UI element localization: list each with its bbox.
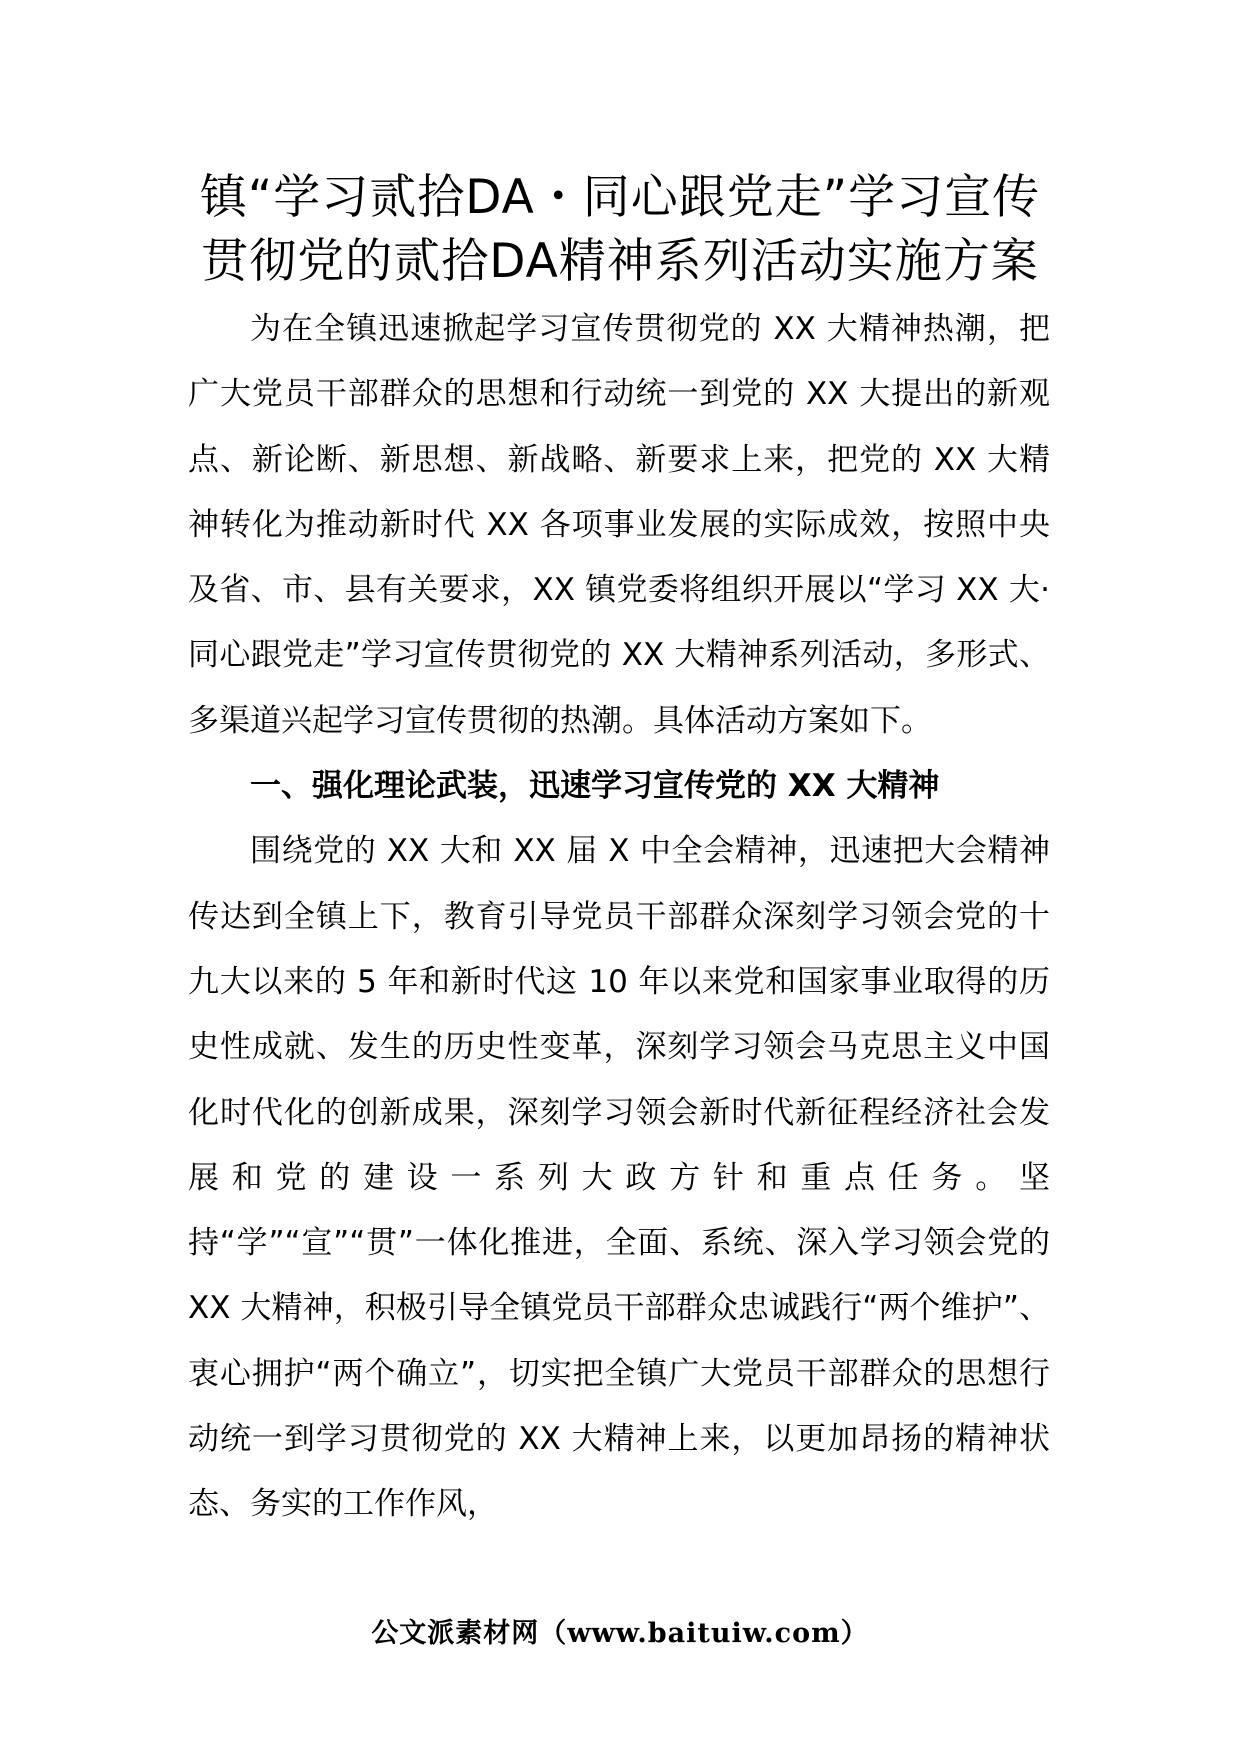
section-heading-1: 一、强化理论武装，迅速学习宣传党的 XX 大精神	[250, 768, 940, 805]
footer-source-text: 公文派素材网（www.baituiw.com）	[371, 1618, 869, 1649]
document-title-line-1: 镇“学习贰拾DA・同心跟党走”学习宣传	[199, 170, 1041, 225]
intro-paragraph: 为在全镇迅速掀起学习宣传贯彻党的 XX 大精神热潮，把广大党员干部群众的思想和行动统一到党的 XX 大提出的新观点、新论断、新思想、新战略、新要求上来，把党的 XX 大精神转化为推动新时代 XX 各项事业发展的实际成效，按照中央及省、市、县有关要求，XX 镇党委将组织开展以“学习 XX 大·同心跟党走”学习宣传贯彻党的 XX 大精神系列活动，多形式、多渠道兴起学习宣传贯彻的热潮。具体活动方案如下。	[188, 311, 1050, 739]
section-1-paragraph: 围绕党的 XX 大和 XX 届 X 中全会精神，迅速把大会精神传达到全镇上下，教育引导党员干部群众深刻学习领会党的十九大以来的 5 年和新时代这 10 年以来党和国家事业取得的历史性成就、发生的历史性变革，深刻学习领会马克思主义中国化时代化的创新成果，深刻学习领会新时代新征程经济社会发展和党的建设一系列大政方针和重点任务。坚持“学”“宣”“贯”一体化推进，全面、系统、深入学习领会党的 XX 大精神，积极引导全镇党员干部群众忠诚践行“两个维护”、衷心拥护“两个确立”，切实把全镇广大党员干部群众的思想行动统一到学习贯彻党的 XX 大精神上来，以更加昂扬的精神状态、务实的工作作风，	[188, 833, 1050, 1523]
document-title-line-2: 贯彻党的贰拾DA精神系列活动实施方案	[201, 234, 1039, 289]
document-body	[188, 297, 1050, 1538]
